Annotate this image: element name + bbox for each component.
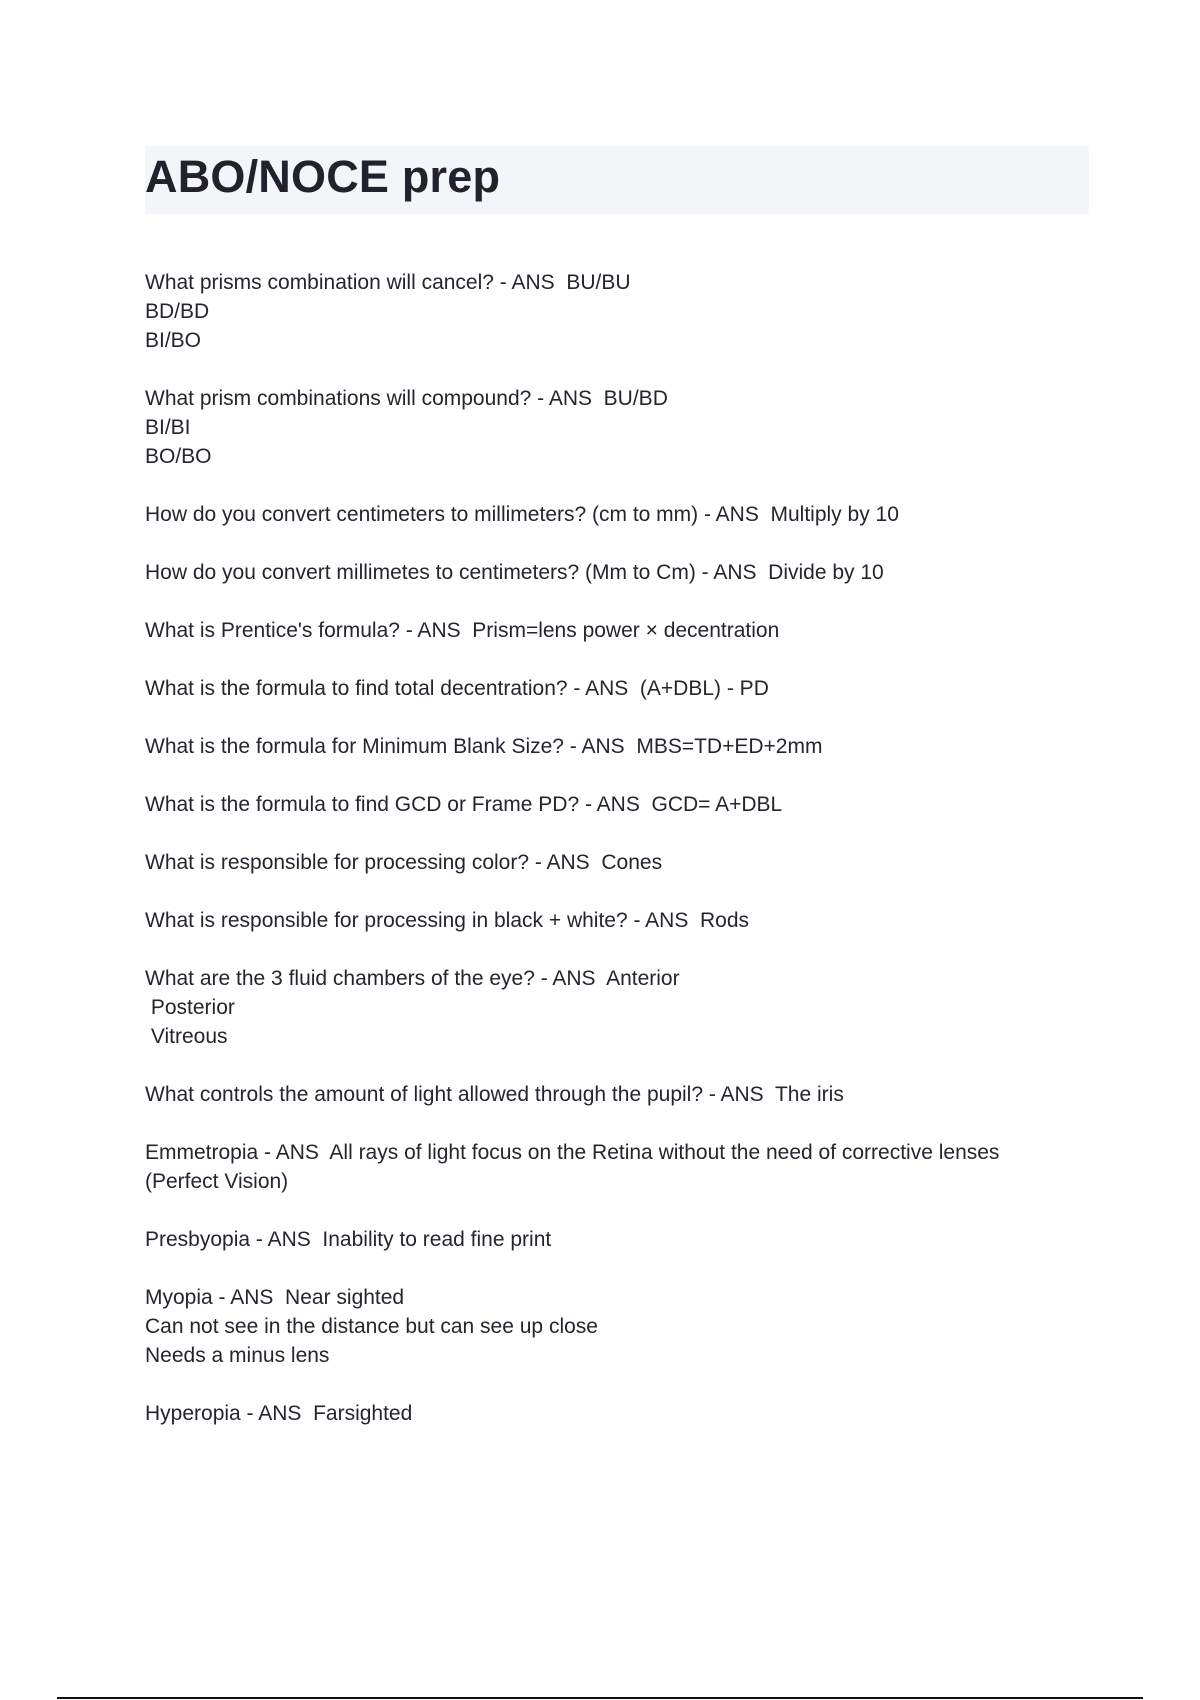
- qa-entry: [145, 1080, 1075, 1109]
- qa-question-line: What are the 3 fluid chambers of the eye? - ANS Anterior: [145, 967, 680, 990]
- qa-question-line: What is the formula to find total decentration? - ANS (A+DBL) - PD: [145, 677, 769, 700]
- qa-answer-line: Posterior: [145, 996, 235, 1019]
- page-divider: [57, 1697, 1143, 1699]
- title-banner: [145, 146, 1089, 214]
- qa-question-line: Hyperopia - ANS Farsighted: [145, 1402, 413, 1425]
- qa-question-line: Myopia - ANS Near sighted: [145, 1286, 405, 1309]
- qa-entry: [145, 1399, 1075, 1428]
- qa-question-line: Emmetropia - ANS All rays of light focus on the Retina without the need of corrective lenses: [145, 1141, 1000, 1164]
- qa-answer-line: Needs a minus lens: [145, 1344, 330, 1367]
- qa-entry: [145, 384, 1075, 471]
- qa-entry: [145, 906, 1075, 935]
- qa-entry: [145, 558, 1075, 587]
- qa-entry: [145, 732, 1075, 761]
- qa-entry: [145, 674, 1075, 703]
- qa-list: [145, 268, 1075, 1457]
- qa-entry: [145, 268, 1075, 355]
- qa-question-line: What is Prentice's formula? - ANS Prism=lens power × decentration: [145, 619, 780, 642]
- qa-answer-line: BO/BO: [145, 445, 212, 468]
- qa-question-line: What prism combinations will compound? - ANS BU/BD: [145, 387, 668, 410]
- qa-question-line: What is the formula to find GCD or Frame PD? - ANS GCD= A+DBL: [145, 793, 783, 816]
- qa-question-line: How do you convert centimeters to millimeters? (cm to mm) - ANS Multiply by 10: [145, 503, 899, 526]
- qa-question-line: What controls the amount of light allowed through the pupil? - ANS The iris: [145, 1083, 844, 1106]
- qa-entry: [145, 790, 1075, 819]
- qa-question-line: How do you convert millimetes to centimeters? (Mm to Cm) - ANS Divide by 10: [145, 561, 884, 584]
- qa-answer-line: Can not see in the distance but can see up close: [145, 1315, 598, 1338]
- qa-answer-line: BI/BO: [145, 329, 202, 352]
- qa-entry: [145, 616, 1075, 645]
- qa-entry: [145, 964, 1075, 1051]
- page-title: ABO/NOCE prep: [145, 151, 501, 202]
- qa-answer-line: Vitreous: [145, 1025, 228, 1048]
- qa-entry: [145, 1225, 1075, 1254]
- qa-question-line: What is responsible for processing color? - ANS Cones: [145, 851, 663, 874]
- qa-entry: [145, 1283, 1075, 1370]
- qa-question-line: What is the formula for Minimum Blank Size? - ANS MBS=TD+ED+2mm: [145, 735, 823, 758]
- qa-answer-line: BI/BI: [145, 416, 191, 439]
- qa-entry: [145, 500, 1075, 529]
- qa-question-line: What is responsible for processing in black + white? - ANS Rods: [145, 909, 750, 932]
- qa-answer-line: BD/BD: [145, 300, 210, 323]
- qa-question-line: What prisms combination will cancel? - ANS BU/BU: [145, 271, 631, 294]
- qa-answer-line: (Perfect Vision): [145, 1170, 289, 1193]
- qa-question-line: Presbyopia - ANS Inability to read fine print: [145, 1228, 552, 1251]
- qa-entry: [145, 848, 1075, 877]
- qa-entry: [145, 1138, 1075, 1196]
